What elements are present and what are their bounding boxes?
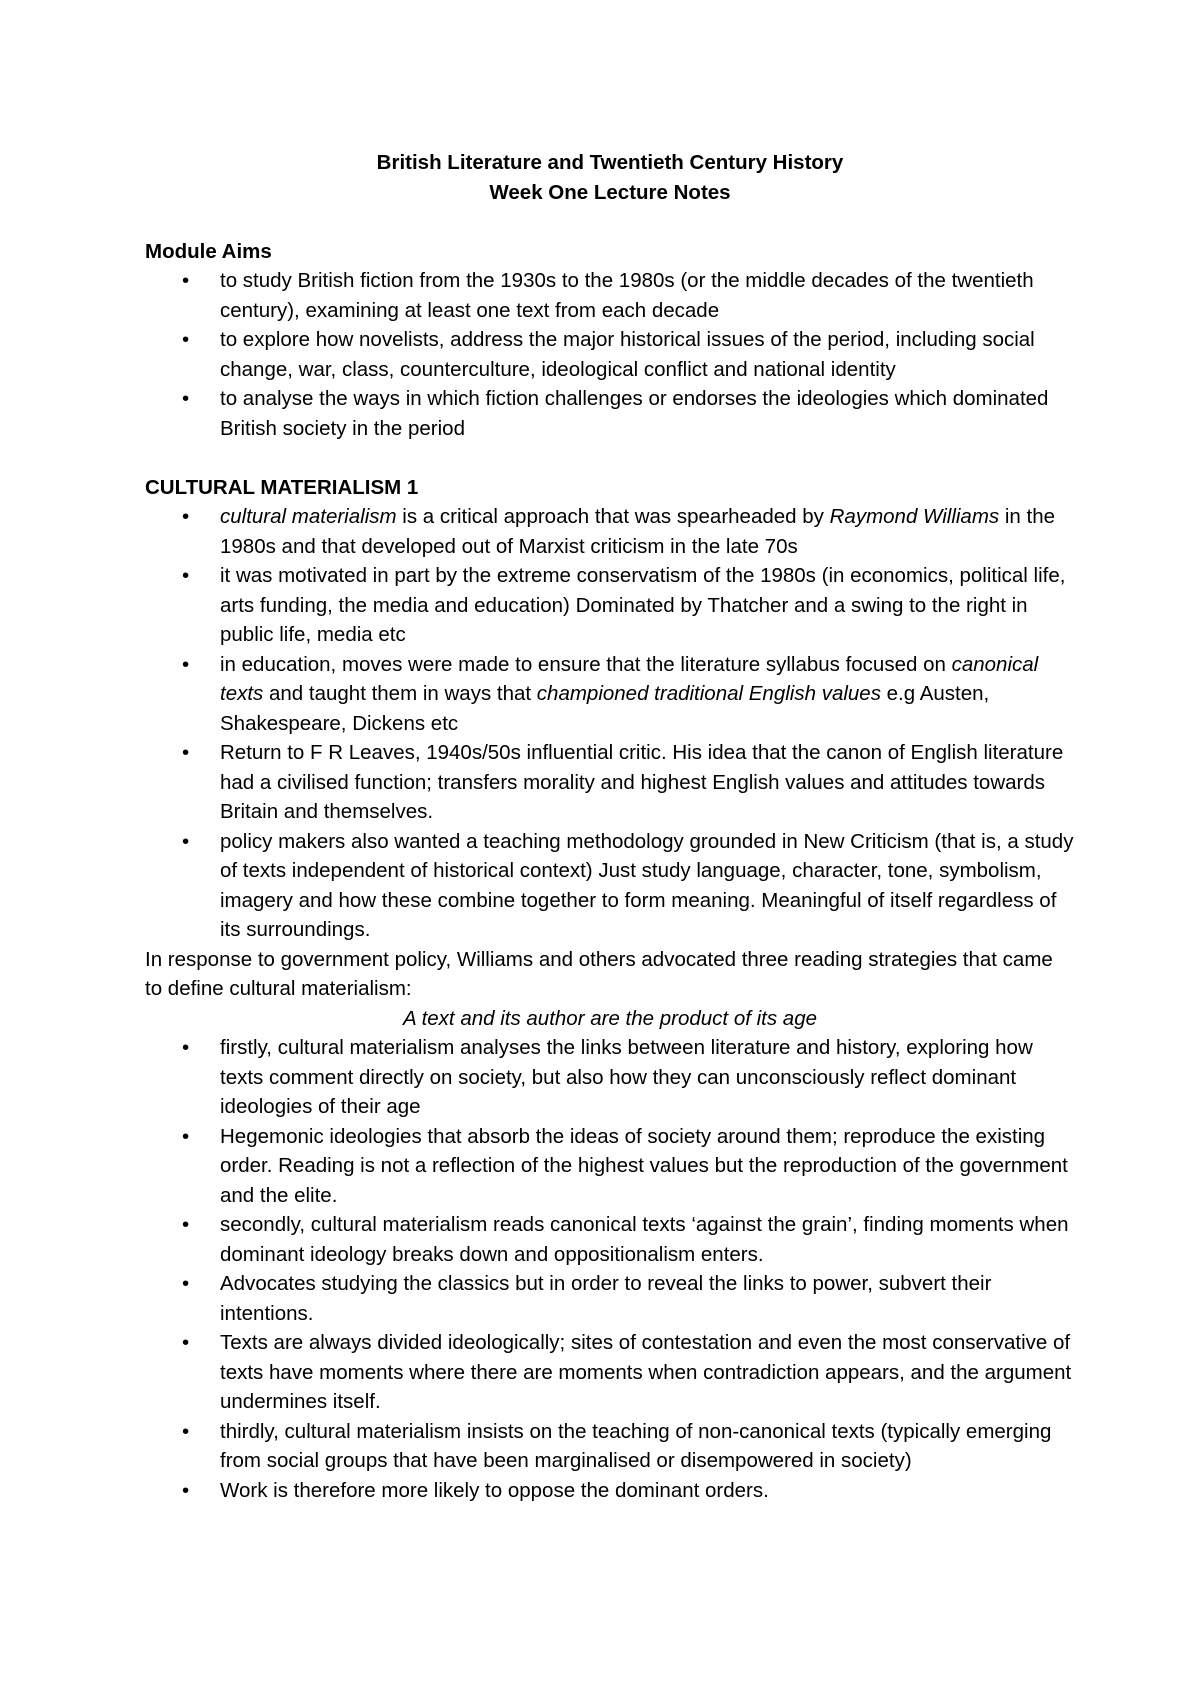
list-item <box>145 325 1075 384</box>
list-item <box>145 1328 1075 1417</box>
document-title: British Literature and Twentieth Century History <box>376 151 844 174</box>
list-item <box>145 827 1075 945</box>
term-traditional-values: championed traditional English values <box>536 682 881 705</box>
list-item-text: secondly, cultural materialism reads canonical texts ‘against the grain’, finding moments when dominant ideology breaks down and oppositionalism enters. <box>220 1213 1069 1266</box>
bullet-icon: • <box>182 1124 190 1148</box>
bullet-icon: • <box>182 1213 190 1236</box>
list-item <box>145 266 1075 325</box>
list-item <box>145 1033 1075 1122</box>
list-item <box>145 1269 1075 1328</box>
list-item-text: policy makers also wanted a teaching methodology grounded in New Criticism (that is, a study of texts independent of historical context) Just study language, character, tone, symbolism, imagery and how these combine together to form meaning. Meaningful of itself regardless of its surroundings. <box>220 829 1074 941</box>
list-item <box>145 1210 1075 1269</box>
list-item <box>145 384 1075 443</box>
bullet-icon: • <box>182 505 190 528</box>
module-aims-heading: Module Aims <box>145 239 272 263</box>
list-item-text: in the 1980s and that developed out of Marxist criticism in the late 70s <box>220 505 1056 558</box>
list-item-text: thirdly, cultural materialism insists on the teaching of non-canonical texts (typically emerging from social groups that have been marginalised or disempowered in society) <box>220 1419 1052 1472</box>
bullet-icon: • <box>182 269 190 292</box>
bullet-icon: • <box>182 564 190 587</box>
list-item-text: Work is therefore more likely to oppose the dominant orders. <box>220 1478 769 1502</box>
term-cultural-materialism: cultural materialism <box>220 505 397 528</box>
list-item <box>145 650 1075 739</box>
response-paragraph: In response to government policy, Williams and others advocated three reading strategies that came to define cultural materialism: <box>145 947 1053 1000</box>
bullet-icon: • <box>182 328 190 351</box>
spacer <box>145 443 1075 473</box>
list-item-text: to study British fiction from the 1930s to the 1980s (or the middle decades of the twentieth century), examining at least one text from each decade <box>220 269 1034 322</box>
bullet-icon: • <box>182 829 190 853</box>
list-item <box>145 502 1075 561</box>
list-item <box>145 1476 1075 1506</box>
cultural-materialism-list <box>145 502 1075 945</box>
document-content <box>145 148 1075 1505</box>
bullet-icon: • <box>182 1272 190 1295</box>
list-item <box>145 1417 1075 1476</box>
list-item <box>145 561 1075 650</box>
list-item <box>145 1122 1075 1211</box>
list-item-text: Advocates studying the classics but in order to reveal the links to power, subvert their intentions. <box>220 1272 992 1325</box>
cultural-materialism-heading: CULTURAL MATERIALISM 1 <box>145 475 419 499</box>
bullet-icon: • <box>182 1331 190 1354</box>
term-canonical-texts: canonical texts <box>220 652 1039 705</box>
list-item-text: it was motivated in part by the extreme conservatism of the 1980s (in economics, political life, arts funding, the media and education) Dominated by Thatcher and a swing to the right in public life, media etc <box>220 564 1066 646</box>
bullet-icon: • <box>182 1036 190 1059</box>
bullet-icon: • <box>182 652 190 676</box>
bullet-icon: • <box>182 741 190 764</box>
name-raymond-williams: Raymond Williams <box>829 505 1000 528</box>
module-aims-list <box>145 266 1075 443</box>
list-item <box>145 738 1075 827</box>
list-item-text: e.g Austen, Shakespeare, Dickens etc <box>220 682 990 735</box>
bullet-icon: • <box>182 387 190 410</box>
italic-quote: A text and its author are the product of its age <box>402 1006 818 1030</box>
list-item-text: and taught them in ways that <box>263 682 537 705</box>
list-item-text: Texts are always divided ideologically; sites of contestation and even the most conservative of texts have moments where there are moments when contradiction appears, and the argument undermines itself. <box>220 1331 1072 1413</box>
spacer <box>145 207 1075 237</box>
list-item-text: in education, moves were made to ensure that the literature syllabus focused on <box>220 652 952 676</box>
list-item-text: to explore how novelists, address the major historical issues of the period, including social change, war, class, counterculture, ideological conflict and national identity <box>220 328 1035 381</box>
list-item-text: is a critical approach that was spearheaded by <box>396 505 830 528</box>
reading-strategies-list <box>145 1033 1075 1505</box>
list-item-text: firstly, cultural materialism analyses the links between literature and history, exploring how texts comment directly on society, but also how they can unconsciously reflect dominant ideologies of their age <box>220 1036 1033 1118</box>
bullet-icon: • <box>182 1419 190 1443</box>
bullet-icon: • <box>182 1478 190 1502</box>
list-item-text: Hegemonic ideologies that absorb the ideas of society around them; reproduce the existing order. Reading is not a reflection of the highest values but the reproduction of the government and the elite. <box>220 1124 1068 1207</box>
document-subtitle: Week One Lecture Notes <box>489 180 731 204</box>
list-item-text: Return to F R Leaves, 1940s/50s influential critic. His idea that the canon of English literature had a civilised function; transfers morality and highest English values and attitudes towards Britain and themselves. <box>220 741 1064 823</box>
list-item-text: to analyse the ways in which fiction challenges or endorses the ideologies which dominated British society in the period <box>220 387 1049 440</box>
